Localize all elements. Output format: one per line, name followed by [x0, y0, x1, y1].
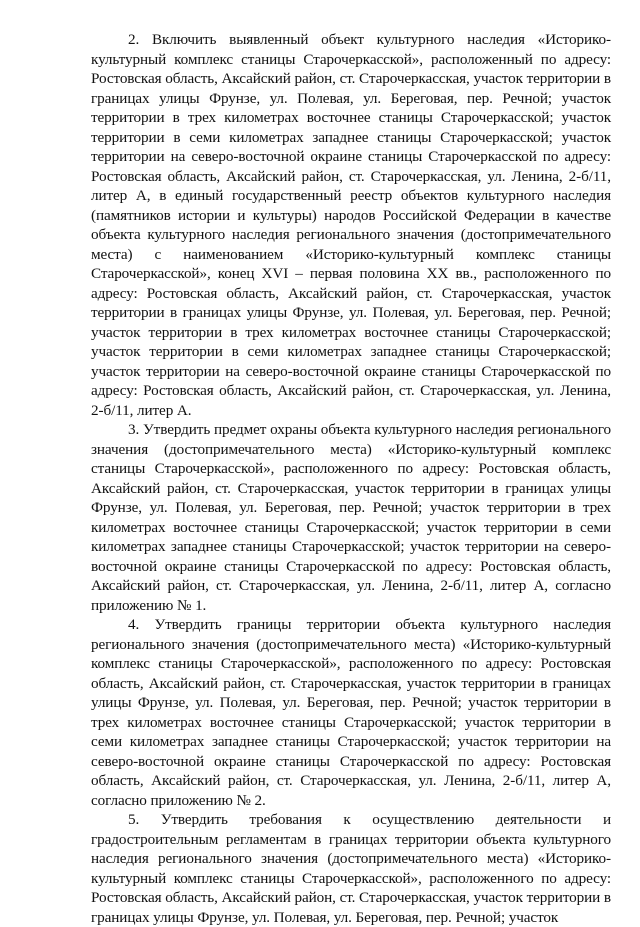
document-body — [91, 30, 611, 927]
paragraph-item-3: 3. Утвердить предмет охраны объекта культурного наследия регионального значения (достопримечательного места) «Историко-культурный комплекс станицы Старочеркасской», расположенного по адресу: Ростовская область, Аксайский район, ст. Старочеркасская, участок территории в границах улицы Фрунзе, ул. Полевая, ул. Береговая, пер. Речной; участок территории в трех километрах восточнее станицы Старочеркасской; участок территории в семи километрах западнее станицы Старочеркасской; участок территории на северо-восточной окраине станицы Старочеркасской по адресу: Ростовская область, Аксайский район, ст. Старочеркасская, ул. Ленина, 2-б/11, литер А, согласно приложению № 1. — [91, 421, 611, 614]
paragraph-item-5: 5. Утвердить требования к осуществлению деятельности и градостроительным регламентам в границах территории объекта культурного наследия регионального значения (достопримечательного места) «Историко-культурный комплекс станицы Старочеркасской», расположенного по адресу: Ростовская область, Аксайский район, ст. Старочеркасская, участок территории в границах улицы Фрунзе, ул. Полевая, ул. Береговая, пер. Речной; участок — [91, 811, 611, 926]
paragraph-item-2: 2. Включить выявленный объект культурного наследия «Историко-культурный комплекс станицы Старочеркасской», расположенный по адресу: Ростовская область, Аксайский район, ст. Старочеркасская, участок территории в границах улицы Фрунзе, ул. Полевая, ул. Береговая, пер. Речной; участок территории в трех километрах восточнее станицы Старочеркасской; участок территории в семи километрах западнее станицы Старочеркасской; участок территории на северо-восточной окраине станицы Старочеркасской по адресу: Ростовская область, Аксайский район, ст. Старочеркасская, ул. Ленина, 2-б/11, литер А, в единый государственный реестр объектов культурного наследия (памятников истории и культуры) народов Российской Федерации в качестве объекта культурного наследия регионального значения (достопримечательного места) с наименованием «Историко-культурный комплекс станицы Старочеркасской», конец XVI – первая половина XX вв., расположенного по адресу: Ростовская область, Аксайский район, ст. Старочеркасская, участок территории в границах улицы Фрунзе, ул. Полевая, ул. Береговая, пер. Речной; участок территории в трех километрах восточнее станицы Старочеркасской; участок территории в семи километрах западнее станицы Старочеркасской; участок территории на северо-восточной окраине станицы Старочеркасской по адресу: Ростовская область, Аксайский район, ст. Старочеркасская, ул. Ленина, 2-б/11, литер А. — [91, 31, 611, 419]
paragraph-item-4: 4. Утвердить границы территории объекта культурного наследия регионального значения (достопримечательного места) «Историко-культурный комплекс станицы Старочеркасской», расположенного по адресу: Ростовская область, Аксайский район, ст. Старочеркасская, участок территории в границах улицы Фрунзе, ул. Полевая, ул. Береговая, пер. Речной; участок территории в трех километрах восточнее станицы Старочеркасской; участок территории в семи километрах западнее станицы Старочеркасской; участок территории на северо-восточной окраине станицы Старочеркасской по адресу: Ростовская область, Аксайский район, ст. Старочеркасская, ул. Ленина, 2-б/11, литер А, согласно приложению № 2. — [91, 616, 611, 809]
